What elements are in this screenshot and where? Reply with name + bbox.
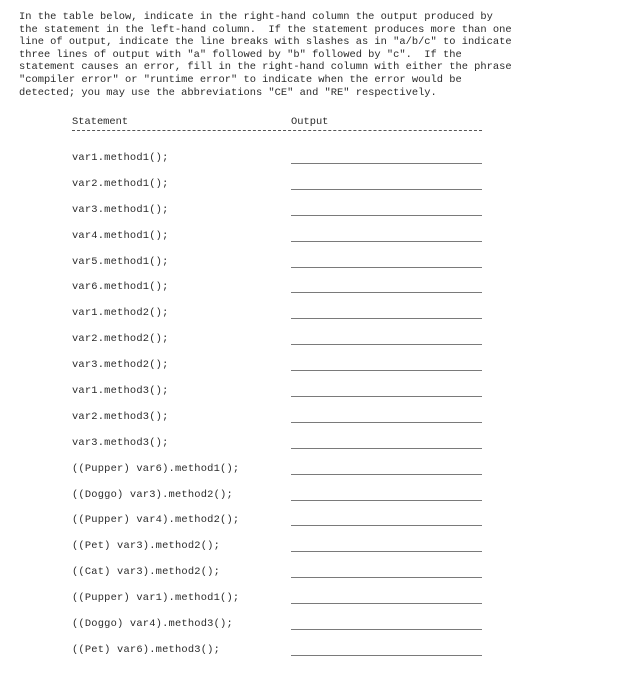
output-answer-blank[interactable] xyxy=(291,189,482,190)
output-answer-blank[interactable] xyxy=(291,577,482,578)
output-answer-blank[interactable] xyxy=(291,603,482,604)
table-row xyxy=(0,641,623,667)
header-divider xyxy=(72,130,482,131)
output-answer-blank[interactable] xyxy=(291,370,482,371)
output-answer-blank[interactable] xyxy=(291,344,482,345)
statement-cell: var1.method1(); xyxy=(72,152,169,164)
output-answer-blank[interactable] xyxy=(291,267,482,268)
statement-cell: var1.method3(); xyxy=(72,385,169,398)
statement-cell: ((Doggo) var3).method2(); xyxy=(72,488,233,501)
statement-cell: var6.method1(); xyxy=(72,281,169,294)
table-row xyxy=(0,278,623,304)
statement-cell: var2.method2(); xyxy=(72,333,169,346)
statement-cell: ((Cat) var3).method2(); xyxy=(72,566,221,579)
statement-cell: var3.method2(); xyxy=(72,359,169,372)
output-answer-blank[interactable] xyxy=(291,655,482,656)
statement-cell: ((Pupper) var1).method1(); xyxy=(72,592,240,605)
table-row xyxy=(0,149,623,175)
output-answer-blank[interactable] xyxy=(291,215,482,216)
table-row xyxy=(0,563,623,589)
output-answer-blank[interactable] xyxy=(291,318,482,319)
output-answer-blank[interactable] xyxy=(291,525,482,526)
table-row xyxy=(0,304,623,330)
statement-cell: ((Pupper) var4).method2(); xyxy=(72,514,240,527)
output-answer-blank[interactable] xyxy=(291,474,482,475)
table-row xyxy=(0,408,623,434)
instructions-paragraph: In the table below, indicate in the right-hand column the output produced by the statement in the left-hand column. If the statement produces more than one line of output, indicate the line breaks with slashes as in "a/b/c" to indicate three lines of output with "a" followed by "b" followed by "c". If the statement causes an error, fill in the right-hand column with either the phrase "compiler error" or "runtime error" to indicate when the error would be detected; you may use the abbreviations "CE" and "RE" respectively. xyxy=(19,11,512,99)
table-row xyxy=(0,253,623,279)
statement-table-body xyxy=(0,149,623,667)
output-column-header: Output xyxy=(291,116,329,128)
table-row xyxy=(0,201,623,227)
output-answer-blank[interactable] xyxy=(291,396,482,397)
output-answer-blank[interactable] xyxy=(291,163,482,164)
output-answer-blank[interactable] xyxy=(291,629,482,630)
table-row xyxy=(0,486,623,512)
output-answer-blank[interactable] xyxy=(291,422,482,423)
output-answer-blank[interactable] xyxy=(291,292,482,293)
table-row xyxy=(0,330,623,356)
statement-cell: var1.method2(); xyxy=(72,307,169,320)
output-answer-blank[interactable] xyxy=(291,241,482,242)
statement-cell: ((Pupper) var6).method1(); xyxy=(72,462,240,475)
table-row xyxy=(0,537,623,563)
table-header xyxy=(0,116,623,130)
table-row xyxy=(0,382,623,408)
statement-cell: ((Doggo) var4).method3(); xyxy=(72,618,233,631)
statement-cell: var4.method1(); xyxy=(72,229,169,242)
statement-column-header: Statement xyxy=(72,116,129,128)
table-row xyxy=(0,589,623,615)
table-row xyxy=(0,615,623,641)
table-row xyxy=(0,434,623,460)
statement-cell: var3.method3(); xyxy=(72,436,169,449)
table-row xyxy=(0,175,623,201)
table-row xyxy=(0,460,623,486)
statement-cell: var5.method1(); xyxy=(72,255,169,268)
table-row xyxy=(0,511,623,537)
table-row xyxy=(0,356,623,382)
statement-cell: ((Pet) var6).method3(); xyxy=(72,643,221,656)
output-answer-blank[interactable] xyxy=(291,500,482,501)
table-row xyxy=(0,227,623,253)
output-answer-blank[interactable] xyxy=(291,448,482,449)
output-answer-blank[interactable] xyxy=(291,551,482,552)
statement-cell: var2.method3(); xyxy=(72,410,169,423)
statement-cell: ((Pet) var3).method2(); xyxy=(72,540,221,553)
statement-cell: var3.method1(); xyxy=(72,203,169,216)
statement-cell: var2.method1(); xyxy=(72,177,169,190)
